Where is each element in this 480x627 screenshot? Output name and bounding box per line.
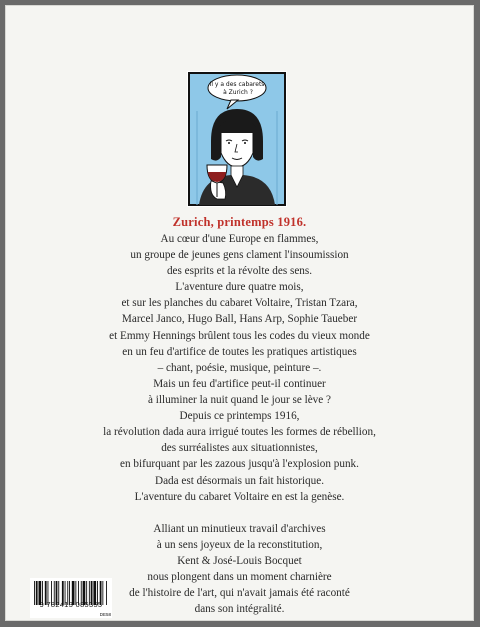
speech-text-line1: Il y a des cabarets: [209, 81, 265, 88]
text-line: Depuis ce printemps 1916,: [179, 410, 300, 423]
text-line: Dada est désormais un fait historique.: [154, 475, 324, 487]
text-line: L'aventure dure quatre mois,: [175, 281, 304, 294]
text-line: – chant, poésie, musique, peinture –.: [157, 361, 322, 374]
speech-text-line2: à Zurich ?: [223, 89, 253, 96]
text-line: à un sens joyeux de la reconstitution,: [156, 539, 323, 552]
text-line: L'aventure du cabaret Voltaire en est la genèse.: [134, 491, 345, 504]
text-line: un groupe de jeunes gens clament l'insoumission: [130, 249, 349, 262]
isbn-number: 9 782413 085355: [39, 600, 103, 609]
woman-with-wine-glass-drawing: [187, 71, 287, 207]
text-line: nous plongent dans un moment charnière: [147, 571, 332, 584]
text-line: Alliant un minutieux travail d'archives: [153, 523, 326, 535]
isbn-barcode: [30, 578, 112, 618]
price-code: DE58: [99, 612, 111, 617]
comic-panel-illustration: [187, 71, 287, 207]
text-line: Mais un feu d'artifice peut-il continuer: [153, 377, 326, 390]
text-line: dans son intégralité.: [194, 603, 285, 616]
text-line: des surréalistes aux situationnistes,: [161, 442, 318, 455]
text-line: et Emmy Hennings brûlent tous les codes du vieux monde: [109, 329, 370, 342]
text-line: et sur les planches du cabaret Voltaire, Tristan Tzara,: [121, 297, 358, 310]
text-line: Au cœur d'une Europe en flammes,: [160, 233, 319, 245]
text-line: la révolution dada aura irrigué toutes les formes de rébellion,: [103, 426, 376, 439]
book-title: Zurich, printemps 1916.: [172, 215, 307, 229]
text-line: Kent & José-Louis Bocquet: [177, 555, 302, 568]
synopsis-paragraph-2: [5, 473, 474, 505]
text-line: des esprits et la révolte des sens.: [166, 265, 313, 278]
text-line: en bifurquant par les zazous jusqu'à l'explosion punk.: [120, 458, 359, 471]
synopsis-paragraph-1: [5, 231, 474, 472]
text-line: de l'histoire de l'art, qui n'avait jamais été raconté: [129, 587, 350, 600]
text-line: Marcel Janco, Hugo Ball, Hans Arp, Sophie Taueber: [121, 313, 358, 326]
text-line: à illuminer la nuit quand le jour se lève ?: [148, 393, 331, 406]
text-line: en un feu d'artifice de toutes les pratiques artistiques: [122, 345, 357, 358]
book-back-cover: [5, 5, 474, 621]
